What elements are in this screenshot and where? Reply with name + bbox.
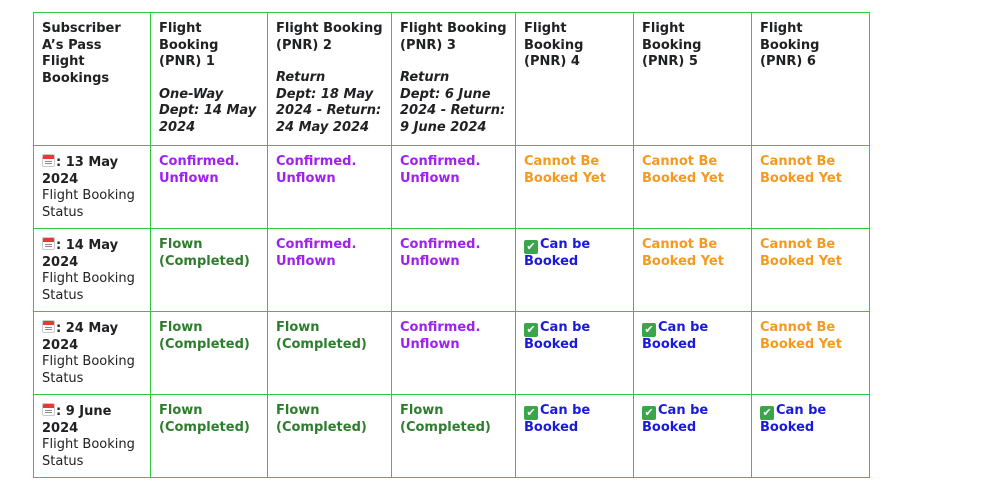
booking-status-text: Cannot Be Booked Yet <box>760 154 842 186</box>
pnr-trip-dates: Dept: 14 May 2024 <box>159 103 257 135</box>
status-cell <box>151 395 268 478</box>
booking-status-text: Cannot Be Booked Yet <box>642 154 724 186</box>
booking-status-text: Confirmed. Unflown <box>159 154 240 186</box>
booking-status-text: Flown (Completed) <box>159 403 250 435</box>
header-row <box>34 13 870 146</box>
booking-status-text: Cannot Be Booked Yet <box>760 320 842 352</box>
row-status-label: Flight Booking Status <box>42 271 135 303</box>
booking-status <box>159 320 250 352</box>
booking-status <box>159 154 239 186</box>
corner-header <box>34 13 151 146</box>
booking-status <box>159 403 250 435</box>
status-cell <box>392 146 516 229</box>
table-row <box>34 146 870 229</box>
booking-status <box>760 237 842 269</box>
status-cell <box>634 146 752 229</box>
check-mark-icon: ✔ <box>760 406 774 420</box>
booking-status <box>524 403 590 435</box>
check-mark-icon: ✔ <box>524 406 538 420</box>
status-cell <box>268 146 392 229</box>
check-mark-icon: ✔ <box>524 240 538 254</box>
booking-status-text: Confirmed. Unflown <box>276 237 357 269</box>
status-cell <box>268 229 392 312</box>
pnr-trip-type: One-Way <box>159 86 224 102</box>
booking-status-text: Can be Booked <box>524 320 591 352</box>
booking-status <box>642 320 708 352</box>
pnr-title: Flight Booking (PNR) 5 <box>642 21 702 69</box>
pnr-title: Flight Booking (PNR) 3 <box>400 21 507 53</box>
pnr-header <box>752 13 870 146</box>
booking-status <box>524 237 590 269</box>
row-status-label: Flight Booking Status <box>42 437 135 469</box>
table-row <box>34 395 870 478</box>
date-text: : 13 May 2024 <box>42 155 119 187</box>
date-text: : 14 May 2024 <box>42 238 119 270</box>
booking-status <box>400 237 480 269</box>
date-label-cell <box>34 229 151 312</box>
pnr-trip-dates: Dept: 6 June 2024 - Return: 9 June 2024 <box>400 86 506 135</box>
pnr-trip-details <box>400 70 507 136</box>
pnr-trip-type: Return <box>276 70 326 85</box>
status-cell <box>392 395 516 478</box>
status-cell <box>634 395 752 478</box>
booking-status <box>159 237 250 269</box>
check-mark-icon: ✔ <box>642 323 656 337</box>
booking-status <box>400 154 480 186</box>
booking-status <box>524 154 606 186</box>
booking-status-text: Confirmed. Unflown <box>400 237 481 269</box>
booking-status <box>760 154 842 186</box>
status-cell <box>268 395 392 478</box>
booking-status <box>276 237 356 269</box>
booking-status-text: Cannot Be Booked Yet <box>642 237 724 269</box>
booking-status-text: Can be Booked <box>642 403 709 435</box>
booking-status-text: Cannot Be Booked Yet <box>760 237 842 269</box>
booking-status-text: Can be Booked <box>760 403 827 435</box>
booking-status <box>400 403 491 435</box>
pnr-header <box>392 13 516 146</box>
booking-status-text: Cannot Be Booked Yet <box>524 154 606 186</box>
pnr-trip-type: Return <box>400 70 450 85</box>
booking-status <box>400 320 480 352</box>
pnr-title: Flight Booking (PNR) 6 <box>760 21 820 69</box>
table-row <box>34 229 870 312</box>
status-cell <box>516 395 634 478</box>
booking-status-text: Flown (Completed) <box>276 403 367 435</box>
booking-status <box>642 154 724 186</box>
status-cell <box>392 312 516 395</box>
booking-status <box>642 237 724 269</box>
status-cell <box>752 146 870 229</box>
status-cell <box>752 312 870 395</box>
calendar-icon <box>42 320 55 333</box>
table-body <box>34 146 870 478</box>
status-cell <box>752 229 870 312</box>
status-cell <box>151 312 268 395</box>
booking-status-text: Can be Booked <box>524 403 591 435</box>
booking-status <box>760 403 826 435</box>
table-row <box>34 312 870 395</box>
date-text: : 9 June 2024 <box>42 404 112 436</box>
booking-status-text: Confirmed. Unflown <box>276 154 357 186</box>
date-line <box>42 237 142 271</box>
date-label-cell <box>34 312 151 395</box>
booking-status <box>524 320 590 352</box>
booking-status-text: Flown (Completed) <box>400 403 491 435</box>
date-line <box>42 154 142 188</box>
date-label-cell <box>34 395 151 478</box>
row-status-label: Flight Booking Status <box>42 354 135 386</box>
check-mark-icon: ✔ <box>524 323 538 337</box>
date-line <box>42 403 142 437</box>
booking-status-text: Can be Booked <box>524 237 591 269</box>
date-text: : 24 May 2024 <box>42 321 119 353</box>
status-cell <box>516 146 634 229</box>
booking-status-text: Confirmed. Unflown <box>400 154 481 186</box>
calendar-icon <box>42 403 55 416</box>
row-status-label: Flight Booking Status <box>42 188 135 220</box>
booking-status-text: Confirmed. Unflown <box>400 320 481 352</box>
booking-status <box>642 403 708 435</box>
date-label-cell <box>34 146 151 229</box>
booking-status-text: Flown (Completed) <box>159 237 250 269</box>
date-line <box>42 320 142 354</box>
status-cell <box>151 229 268 312</box>
status-cell <box>634 229 752 312</box>
pnr-header <box>151 13 268 146</box>
status-cell <box>392 229 516 312</box>
flight-bookings-table <box>33 12 870 478</box>
booking-status-text: Flown (Completed) <box>276 320 367 352</box>
booking-status-text: Flown (Completed) <box>159 320 250 352</box>
booking-status <box>276 154 356 186</box>
calendar-icon <box>42 154 55 167</box>
calendar-icon <box>42 237 55 250</box>
pnr-header <box>268 13 392 146</box>
status-cell <box>634 312 752 395</box>
pnr-trip-details <box>159 87 259 137</box>
status-cell <box>151 146 268 229</box>
status-cell <box>268 312 392 395</box>
status-cell <box>516 312 634 395</box>
pnr-header <box>634 13 752 146</box>
pnr-trip-details <box>276 70 383 136</box>
pnr-title: Flight Booking (PNR) 4 <box>524 21 584 69</box>
check-mark-icon: ✔ <box>642 406 656 420</box>
pnr-title: Flight Booking (PNR) 2 <box>276 21 383 53</box>
booking-status <box>276 320 367 352</box>
corner-header-label: Subscriber A’s Pass Flight Bookings <box>42 21 121 86</box>
pnr-trip-dates: Dept: 18 May 2024 - Return: 24 May 2024 <box>276 86 382 135</box>
booking-status <box>276 403 367 435</box>
pnr-title: Flight Booking (PNR) 1 <box>159 21 219 69</box>
pnr-header <box>516 13 634 146</box>
booking-status-text: Can be Booked <box>642 320 709 352</box>
status-cell <box>752 395 870 478</box>
booking-status <box>760 320 842 352</box>
status-cell <box>516 229 634 312</box>
